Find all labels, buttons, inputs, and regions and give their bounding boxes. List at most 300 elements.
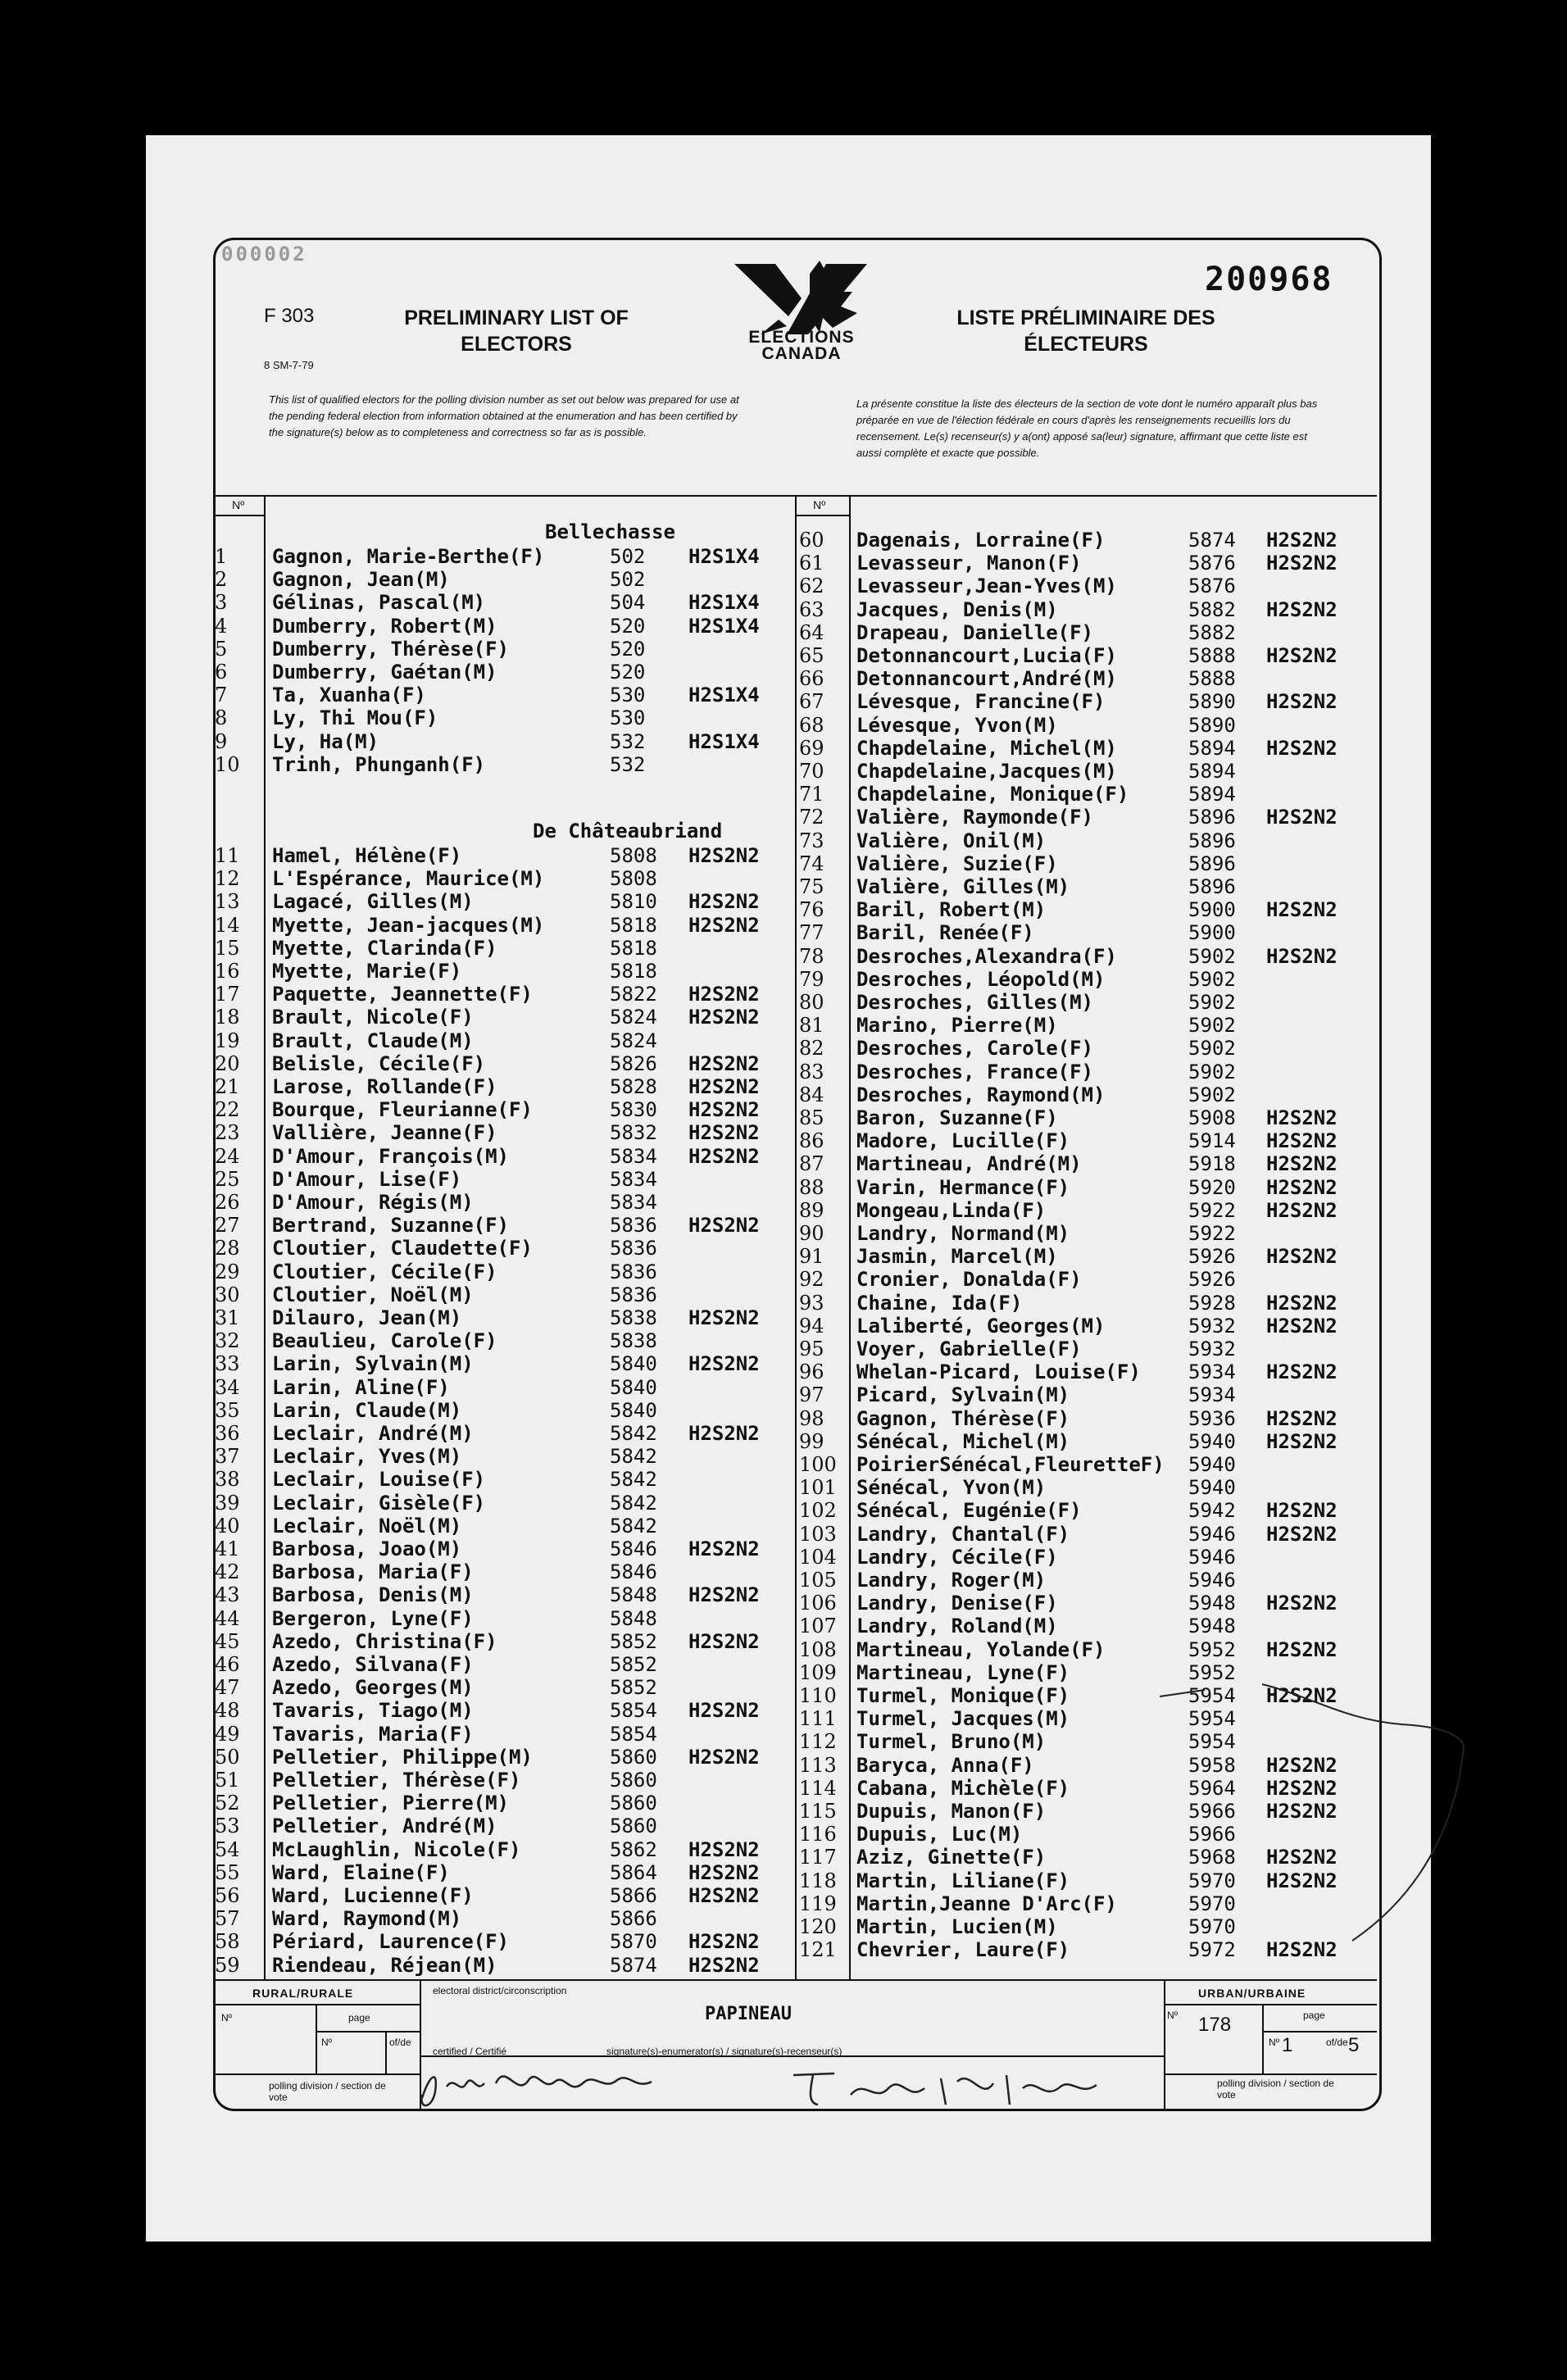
elector-number: 31 <box>215 1306 240 1329</box>
elector-number: 8 <box>215 706 228 730</box>
elector-name: Chapdelaine, Monique(F) <box>856 783 1129 806</box>
civic-number: 5842 <box>610 1422 657 1445</box>
elector-number: 3 <box>215 591 228 615</box>
elector-name: Pelletier, Thérèse(F) <box>272 1769 521 1792</box>
elector-number: 89 <box>799 1198 824 1222</box>
elector-number: 106 <box>799 1592 837 1615</box>
postal-code: H2S2N2 <box>1266 1684 1338 1707</box>
no-header-left: Nº <box>232 498 245 511</box>
elector-name: Ly, Thi Mou(F) <box>272 706 438 730</box>
postal-code: H2S2N2 <box>688 1953 760 1977</box>
elector-name: Azedo, Christina(F) <box>272 1629 497 1653</box>
civic-number: 5842 <box>610 1445 657 1469</box>
elector-number: 41 <box>215 1537 240 1560</box>
elector-name: Gélinas, Pascal(M) <box>272 591 486 615</box>
postal-code: H2S2N2 <box>1266 1753 1338 1777</box>
urban-label: URBAN/URBAINE <box>1198 1987 1306 2000</box>
footer-top-rule <box>215 1979 1377 1981</box>
civic-number: 5896 <box>1188 806 1236 829</box>
elector-number: 86 <box>799 1129 824 1153</box>
elector-name: Desroches, France(F) <box>856 1060 1093 1083</box>
elector-name: Desroches, Raymond(M) <box>856 1083 1106 1106</box>
elector-number: 83 <box>799 1060 824 1083</box>
rural-no-label: Nº <box>221 2012 233 2023</box>
civic-number: 5890 <box>1188 690 1236 714</box>
postal-code: H2S2N2 <box>1266 1291 1338 1315</box>
footer-polling-rule-right <box>1164 2073 1377 2075</box>
footer-rule-right <box>1164 1979 1165 2110</box>
page-number: 1 <box>1282 2034 1293 2056</box>
postal-code: H2S2N2 <box>688 1583 760 1607</box>
civic-number: 530 <box>610 684 646 707</box>
elector-number: 44 <box>215 1606 240 1630</box>
civic-number: 5964 <box>1188 1776 1236 1800</box>
elector-number: 116 <box>799 1823 837 1846</box>
postal-code: H2S1X4 <box>688 591 760 615</box>
elector-name: Madore, Lucille(F) <box>856 1129 1070 1153</box>
civic-number: 5862 <box>610 1837 657 1861</box>
elector-name: Baril, Robert(M) <box>856 898 1047 922</box>
civic-number: 5860 <box>610 1769 657 1792</box>
civic-number: 5810 <box>610 890 657 914</box>
elector-number: 2 <box>215 568 228 592</box>
elector-name: Pelletier, Philippe(M) <box>272 1745 533 1769</box>
civic-number: 5954 <box>1188 1707 1236 1731</box>
civic-number: 520 <box>610 661 646 684</box>
postal-code: H2S2N2 <box>1266 1175 1338 1199</box>
elector-name: Tavaris, Maria(F) <box>272 1722 474 1746</box>
elector-number: 113 <box>799 1753 837 1777</box>
elector-name: Detonnancourt,Lucia(F) <box>856 644 1117 667</box>
postal-code: H2S2N2 <box>1266 736 1338 760</box>
elector-number: 49 <box>215 1722 240 1746</box>
civic-number: 5952 <box>1188 1637 1236 1661</box>
postal-code: H2S2N2 <box>688 1537 760 1560</box>
civic-number: 5846 <box>610 1537 657 1560</box>
postal-code: H2S2N2 <box>688 1745 760 1769</box>
postal-code: H2S2N2 <box>688 1884 760 1907</box>
elector-number: 25 <box>215 1167 240 1191</box>
civic-number: 5848 <box>610 1583 657 1607</box>
elector-name: Cloutier, Cécile(F) <box>272 1260 497 1283</box>
elector-number: 9 <box>215 729 228 753</box>
elector-number: 61 <box>799 552 824 575</box>
civic-number: 5902 <box>1188 991 1236 1014</box>
elector-number: 60 <box>799 529 824 552</box>
civic-number: 5922 <box>1188 1222 1236 1245</box>
elector-name: Chevrier, Laure(F) <box>856 1938 1070 1962</box>
elector-number: 92 <box>799 1268 824 1292</box>
elector-name: Belisle, Cécile(F) <box>272 1051 486 1075</box>
civic-number: 5926 <box>1188 1268 1236 1292</box>
civic-number: 5852 <box>610 1629 657 1653</box>
elector-name: Baril, Renée(F) <box>856 921 1034 945</box>
civic-number: 5940 <box>1188 1476 1236 1500</box>
elector-number: 19 <box>215 1029 240 1052</box>
civic-number: 5970 <box>1188 1869 1236 1892</box>
enumerator-signature-2 <box>785 2059 1113 2116</box>
polling-division-label-left: polling division / section de vote <box>269 2080 386 2103</box>
elector-number: 20 <box>215 1051 240 1075</box>
civic-number: 5896 <box>1188 875 1236 898</box>
elector-name: D'Amour, Lise(F) <box>272 1167 462 1191</box>
postal-code: H2S2N2 <box>1266 1406 1338 1430</box>
civic-number: 5842 <box>610 1514 657 1537</box>
postal-code: H2S2N2 <box>1266 898 1338 922</box>
postal-code: H2S2N2 <box>1266 1429 1338 1453</box>
civic-number: 5818 <box>610 960 657 983</box>
postal-code: H2S2N2 <box>1266 644 1338 667</box>
elector-number: 78 <box>799 944 824 968</box>
civic-number: 5902 <box>1188 944 1236 968</box>
civic-number: 5830 <box>610 1098 657 1122</box>
elector-name: Ward, Raymond(M) <box>272 1907 462 1931</box>
civic-number: 5828 <box>610 1075 657 1098</box>
elector-name: Valière, Suzie(F) <box>856 852 1058 875</box>
civic-number: 5888 <box>1188 644 1236 667</box>
postal-code: H2S2N2 <box>1266 1198 1338 1222</box>
postal-code: H2S2N2 <box>1266 1360 1338 1384</box>
elector-number: 99 <box>799 1429 824 1453</box>
elector-number: 104 <box>799 1545 837 1569</box>
elector-number: 13 <box>215 890 240 914</box>
elector-name: Périard, Laurence(F) <box>272 1930 509 1954</box>
signature-label: signature(s)-enumerator(s) / signature(s)-recenseur(s) <box>606 2046 843 2057</box>
civic-number: 5940 <box>1188 1453 1236 1476</box>
elector-name: Larin, Sylvain(M) <box>272 1352 474 1376</box>
elector-name: Dilauro, Jean(M) <box>272 1306 462 1329</box>
elector-number: 7 <box>215 684 228 707</box>
postal-code: H2S2N2 <box>688 1121 760 1145</box>
elector-name: Dumberry, Thérèse(F) <box>272 637 509 661</box>
footer-urban-rule <box>1164 2004 1377 2005</box>
postal-code: H2S2N2 <box>1266 1522 1338 1546</box>
elector-name: Landry, Denise(F) <box>856 1592 1058 1615</box>
civic-number: 5818 <box>610 913 657 937</box>
civic-number: 532 <box>610 729 646 753</box>
elector-name: McLaughlin, Nicole(F) <box>272 1837 521 1861</box>
civic-number: 5954 <box>1188 1684 1236 1707</box>
elector-name: Voyer, Gabrielle(F) <box>856 1338 1082 1360</box>
civic-number: 5836 <box>610 1214 657 1238</box>
elector-name: Myette, Clarinda(F) <box>272 936 497 960</box>
civic-number: 5838 <box>610 1329 657 1353</box>
elector-number: 1 <box>215 545 228 568</box>
elector-name: Landry, Cécile(F) <box>856 1545 1058 1569</box>
elector-number: 65 <box>799 644 824 667</box>
margin-annotation-bracket <box>1156 1639 1475 1962</box>
elector-number: 50 <box>215 1745 240 1769</box>
civic-number: 5902 <box>1188 1060 1236 1083</box>
civic-number: 5870 <box>610 1930 657 1954</box>
civic-number: 5948 <box>1188 1592 1236 1615</box>
elector-number: 35 <box>215 1398 240 1422</box>
civic-number: 530 <box>610 706 646 730</box>
column-rule-left <box>264 495 266 1980</box>
elector-name: Ward, Lucienne(F) <box>272 1884 474 1907</box>
elector-name: Lagacé, Gilles(M) <box>272 890 474 914</box>
elector-name: Sénécal, Eugénie(F) <box>856 1499 1082 1523</box>
elector-name: Martin,Jeanne D'Arc(F) <box>856 1892 1117 1915</box>
postal-code: H2S2N2 <box>1266 1592 1338 1615</box>
civic-number: 5832 <box>610 1121 657 1145</box>
civic-number: 5900 <box>1188 921 1236 945</box>
elector-number: 69 <box>799 736 824 760</box>
postal-code: H2S2N2 <box>1266 1129 1338 1153</box>
civic-number: 5932 <box>1188 1338 1236 1360</box>
postal-code: H2S2N2 <box>688 1629 760 1653</box>
elector-number: 34 <box>215 1375 240 1399</box>
elector-number: 22 <box>215 1098 240 1122</box>
elector-number: 52 <box>215 1792 240 1815</box>
elector-name: Jasmin, Marcel(M) <box>856 1245 1058 1269</box>
elector-name: Azedo, Georges(M) <box>272 1676 474 1700</box>
elector-number: 56 <box>215 1884 240 1907</box>
district-heading-chateaubriand: De Châteaubriand <box>533 820 723 843</box>
elector-name: Desroches,Alexandra(F) <box>856 944 1117 968</box>
elector-number: 30 <box>215 1283 240 1306</box>
elector-number: 98 <box>799 1406 824 1430</box>
elector-number: 5 <box>215 637 228 661</box>
elector-name: D'Amour, Régis(M) <box>272 1191 474 1214</box>
civic-number: 5946 <box>1188 1569 1236 1592</box>
elector-number: 54 <box>215 1837 240 1861</box>
elector-number: 90 <box>799 1222 824 1245</box>
elector-number: 58 <box>215 1930 240 1954</box>
elector-name: Valière, Gilles(M) <box>856 875 1070 898</box>
elector-name: Larin, Aline(F) <box>272 1375 450 1399</box>
elector-name: Brault, Nicole(F) <box>272 1006 474 1029</box>
elector-number: 80 <box>799 991 824 1014</box>
postal-code: H2S1X4 <box>688 614 760 638</box>
elector-name: Levasseur,Jean-Yves(M) <box>856 575 1117 598</box>
elector-name: Mongeau,Linda(F) <box>856 1198 1047 1222</box>
intro-french: La présente constitue la liste des électeurs de la section de vote dont le numéro apparaît plus bas préparée en vue de l'élection fédérale en cours d'après les renseignements recueillis lors du recensement. Le(s) recenseur(s) y a(ont) apposé sa(leur) signature, affirmant que cette liste est aussi complète et exacte que possible. <box>856 397 1318 459</box>
civic-number: 5902 <box>1188 1083 1236 1106</box>
elector-number: 15 <box>215 936 240 960</box>
civic-number: 5852 <box>610 1676 657 1700</box>
title-english <box>373 305 660 357</box>
civic-number: 5874 <box>1188 529 1236 552</box>
postal-code: H2S2N2 <box>688 1352 760 1376</box>
civic-number: 5834 <box>610 1144 657 1168</box>
civic-number: 5846 <box>610 1560 657 1584</box>
footer-urban-page-rule <box>1264 2031 1377 2033</box>
postal-code: H2S2N2 <box>1266 1637 1338 1661</box>
postal-code: H2S2N2 <box>688 1098 760 1122</box>
no-header-line-left <box>215 515 266 516</box>
elector-name: Beaulieu, Carole(F) <box>272 1329 497 1353</box>
civic-number: 5852 <box>610 1653 657 1676</box>
elector-number: 6 <box>215 661 228 684</box>
civic-number: 5840 <box>610 1375 657 1399</box>
elector-name: Desroches, Léopold(M) <box>856 967 1106 991</box>
urban-page-no-label: Nº <box>1269 2037 1280 2048</box>
postal-code: H2S2N2 <box>1266 1776 1338 1800</box>
civic-number: 5920 <box>1188 1175 1236 1199</box>
elector-name: Desroches, Gilles(M) <box>856 991 1093 1014</box>
title-french <box>934 305 1238 357</box>
elector-name: L'Espérance, Maurice(M) <box>272 867 545 891</box>
civic-number: 5838 <box>610 1306 657 1329</box>
urban-of-label: of/de <box>1326 2037 1348 2048</box>
elector-name: Landry, Roger(M) <box>856 1569 1047 1592</box>
elector-name: Gagnon, Jean(M) <box>272 568 450 592</box>
postal-code: H2S2N2 <box>1266 806 1338 829</box>
rural-of-label: of/de <box>389 2037 411 2048</box>
elector-number: 46 <box>215 1653 240 1676</box>
footer-rural-page-rule <box>316 2031 420 2033</box>
civic-number: 5890 <box>1188 713 1236 737</box>
elector-name: Landry, Roland(M) <box>856 1615 1058 1638</box>
civic-number: 5902 <box>1188 967 1236 991</box>
postal-code: H2S2N2 <box>688 844 760 867</box>
elector-number: 72 <box>799 806 824 829</box>
elector-number: 74 <box>799 852 824 875</box>
elector-name: Chapdelaine,Jacques(M) <box>856 760 1117 783</box>
elector-number: 97 <box>799 1383 824 1407</box>
elector-number: 32 <box>215 1329 240 1353</box>
elector-number: 57 <box>215 1907 240 1931</box>
postal-code: H2S1X4 <box>688 545 760 568</box>
civic-number: 5840 <box>610 1352 657 1376</box>
postal-code: H2S2N2 <box>688 1930 760 1954</box>
postal-code: H2S2N2 <box>1266 529 1338 552</box>
civic-number: 5918 <box>1188 1152 1236 1176</box>
civic-number: 5848 <box>610 1606 657 1630</box>
civic-number: 5914 <box>1188 1129 1236 1153</box>
elector-number: 71 <box>799 783 824 806</box>
elector-name: D'Amour, François(M) <box>272 1144 509 1168</box>
elector-number: 53 <box>215 1815 240 1838</box>
no-header-line-right <box>795 515 851 516</box>
civic-number: 5966 <box>1188 1800 1236 1823</box>
civic-number: 5888 <box>1188 667 1236 691</box>
civic-number: 502 <box>610 568 646 592</box>
footer-rural-rule <box>215 2004 420 2005</box>
civic-number: 5940 <box>1188 1429 1236 1453</box>
footer-urban-divider <box>1262 2004 1264 2073</box>
page-total: 5 <box>1348 2034 1360 2056</box>
civic-number: 5842 <box>610 1468 657 1492</box>
elector-number: 18 <box>215 1006 240 1029</box>
elector-name: Picard, Sylvain(M) <box>856 1383 1070 1407</box>
civic-number: 520 <box>610 637 646 661</box>
elector-name: Aziz, Ginette(F) <box>856 1846 1047 1869</box>
civic-number: 5854 <box>610 1699 657 1723</box>
elector-name: Larose, Rollande(F) <box>272 1075 497 1098</box>
civic-number: 5834 <box>610 1191 657 1214</box>
elector-number: 21 <box>215 1075 240 1098</box>
postal-code: H2S1X4 <box>688 729 760 753</box>
elector-number: 102 <box>799 1499 837 1523</box>
elector-number: 101 <box>799 1476 837 1500</box>
postal-code: H2S2N2 <box>688 1422 760 1445</box>
postal-code: H2S2N2 <box>688 890 760 914</box>
postal-code: H2S2N2 <box>1266 1152 1338 1176</box>
elector-name: Cloutier, Noël(M) <box>272 1283 474 1306</box>
elector-name: Barbosa, Joao(M) <box>272 1537 462 1560</box>
postal-code: H2S2N2 <box>688 1006 760 1029</box>
elector-number: 55 <box>215 1860 240 1884</box>
elector-name: Ta, Xuanha(F) <box>272 684 426 707</box>
civic-number: 5970 <box>1188 1892 1236 1915</box>
elector-number: 24 <box>215 1144 240 1168</box>
elector-number: 16 <box>215 960 240 983</box>
elector-number: 26 <box>215 1191 240 1214</box>
elector-number: 118 <box>799 1869 837 1892</box>
civic-number: 5932 <box>1188 1314 1236 1338</box>
serial-number: 200968 <box>1205 261 1333 298</box>
civic-number: 5840 <box>610 1398 657 1422</box>
postal-code: H2S2N2 <box>688 1837 760 1861</box>
postal-code: H2S2N2 <box>1266 690 1338 714</box>
civic-number: 5902 <box>1188 1037 1236 1061</box>
elector-number: 85 <box>799 1106 824 1129</box>
elector-name: Levasseur, Manon(F) <box>856 552 1082 575</box>
civic-number: 5826 <box>610 1051 657 1075</box>
elector-number: 12 <box>215 867 240 891</box>
elector-number: 96 <box>799 1360 824 1384</box>
elector-name: Desroches, Carole(F) <box>856 1037 1093 1061</box>
stamp-number: 000002 <box>221 243 307 266</box>
rural-page-no-label: Nº <box>321 2037 333 2048</box>
elector-number: 100 <box>799 1453 837 1476</box>
elector-name: PoirierSénécal,FleuretteF) <box>856 1453 1165 1476</box>
elector-number: 108 <box>799 1637 837 1661</box>
elector-name: Dagenais, Lorraine(F) <box>856 529 1106 552</box>
elector-name: Baryca, Anna(F) <box>856 1753 1034 1777</box>
elector-name: Trinh, Phunganh(F) <box>272 752 486 776</box>
postal-code: H2S2N2 <box>1266 552 1338 575</box>
elector-number: 110 <box>799 1684 837 1707</box>
district-heading-bellechasse: Bellechasse <box>545 520 675 543</box>
civic-number: 5842 <box>610 1491 657 1515</box>
electoral-district-label: electoral district/circonscription <box>433 1985 567 1996</box>
postal-code: H2S2N2 <box>1266 597 1338 621</box>
elector-name: Leclair, Noël(M) <box>272 1514 462 1537</box>
elector-number: 84 <box>799 1083 824 1106</box>
elector-name: Larin, Claude(M) <box>272 1398 462 1422</box>
column-rule-middle-1 <box>795 495 797 1980</box>
elector-number: 4 <box>215 614 228 638</box>
civic-number: 5876 <box>1188 575 1236 598</box>
elector-name: Myette, Jean-jacques(M) <box>272 913 545 937</box>
postal-code: H2S2N2 <box>688 1051 760 1075</box>
elector-name: Cloutier, Claudette(F) <box>272 1237 533 1260</box>
postal-code: H2S1X4 <box>688 684 760 707</box>
footer-rural-divider-2 <box>385 2031 387 2073</box>
elector-number: 87 <box>799 1152 824 1176</box>
column-rule-middle-2 <box>849 495 851 1980</box>
civic-number: 520 <box>610 614 646 638</box>
postal-code: H2S2N2 <box>688 913 760 937</box>
civic-number: 5952 <box>1188 1660 1236 1684</box>
elector-name: Barbosa, Denis(M) <box>272 1583 474 1607</box>
logo-line-1: ELECTIONS <box>748 328 855 347</box>
elector-number: 43 <box>215 1583 240 1607</box>
elector-number: 94 <box>799 1314 824 1338</box>
postal-code: H2S2N2 <box>1266 944 1338 968</box>
elector-number: 115 <box>799 1800 837 1823</box>
elector-number: 14 <box>215 913 240 937</box>
postal-code: H2S2N2 <box>688 1860 760 1884</box>
elector-name: Baron, Suzanne(F) <box>856 1106 1058 1129</box>
civic-number: 5946 <box>1188 1522 1236 1546</box>
elector-number: 81 <box>799 1014 824 1038</box>
elector-number: 28 <box>215 1237 240 1260</box>
civic-number: 5882 <box>1188 597 1236 621</box>
